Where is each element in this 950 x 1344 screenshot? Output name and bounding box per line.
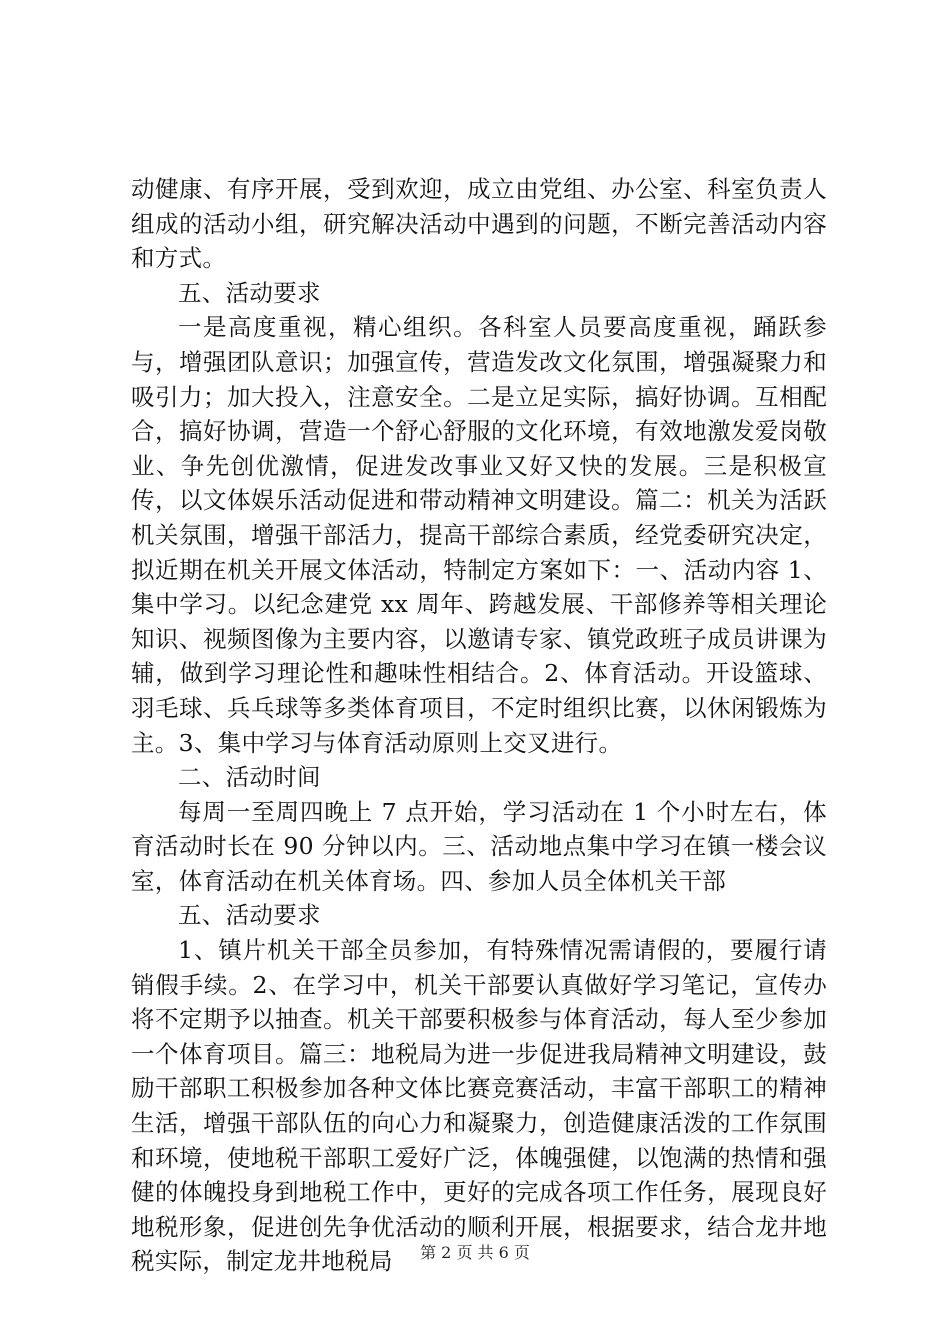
section-heading: 二、活动时间 — [178, 763, 321, 792]
paragraph: 1、镇片机关干部全员参加，有特殊情况需请假的，要履行请销假手续。2、在学习中，机关干部要认真做好学习笔记，宣传办将不定期予以抽查。机关干部要积极参与体育活动，每人至少参加一个体育项目。篇三：地税局为进一步促进我局精神文明建设，鼓励干部职工积极参加各种文体比赛竞赛活动，丰富干部职工的精神生活，增强干部队伍的向心力和凝聚力，创造健康活泼的工作氛围和环境，使地税干部职工爱好广泛，体魄强健，以饱满的热情和强健的体魄投身到地税工作中，更好的完成各项工作任务，展现良好地税形象，促进创先争优活动的顺利开展，根据要求，结合龙井地税实际，制定龙井地税局 — [131, 936, 827, 1276]
paragraph: 动健康、有序开展，受到欢迎，成立由党组、办公室、科室负责人组成的活动小组，研究解决活动中遇到的问题，不断完善活动内容和方式。 — [131, 175, 827, 273]
paragraph: 每周一至周四晚上 7 点开始，学习活动在 1 个小时左右，体育活动时长在 90 分钟以内。三、活动地点集中学习在镇一楼会议室，体育活动在机关体育场。四、参加人员全体机关干部 — [131, 797, 827, 895]
page-number-footer: 第 2 页 共 6 页 — [420, 1243, 530, 1262]
section-heading: 五、活动要求 — [178, 901, 321, 930]
paragraph: 一是高度重视，精心组织。各科室人员要高度重视，踊跃参与，增强团队意识；加强宣传，营造发改文化氛围，增强凝聚力和吸引力；加大投入，注意安全。二是立足实际，搞好协调。互相配合，搞好协调，营造一个舒心舒服的文化环境，有效地激发爱岗敬业、争先创优激情，促进发改事业又好又快的发展。三是积极宣传，以文体娱乐活动促进和带动精神文明建设。篇二：机关为活跃机关氛围，增强干部活力，提高干部综合素质，经党委研究决定，拟近期在机关开展文体活动，特制定方案如下：一、活动内容 1、集中学习。以纪念建党 xx 周年、跨越发展、干部修养等相关理论知识、视频图像为主要内容，以邀请专家、镇党政班子成员讲课为辅，做到学习理论性和趣味性相结合。2、体育活动。开设篮球、羽毛球、兵乓球等多类体育项目，不定时组织比赛，以休闲锻炼为主。3、集中学习与体育活动原则上交叉进行。 — [131, 313, 827, 757]
section-heading: 五、活动要求 — [178, 278, 321, 307]
document-body — [131, 172, 827, 1279]
